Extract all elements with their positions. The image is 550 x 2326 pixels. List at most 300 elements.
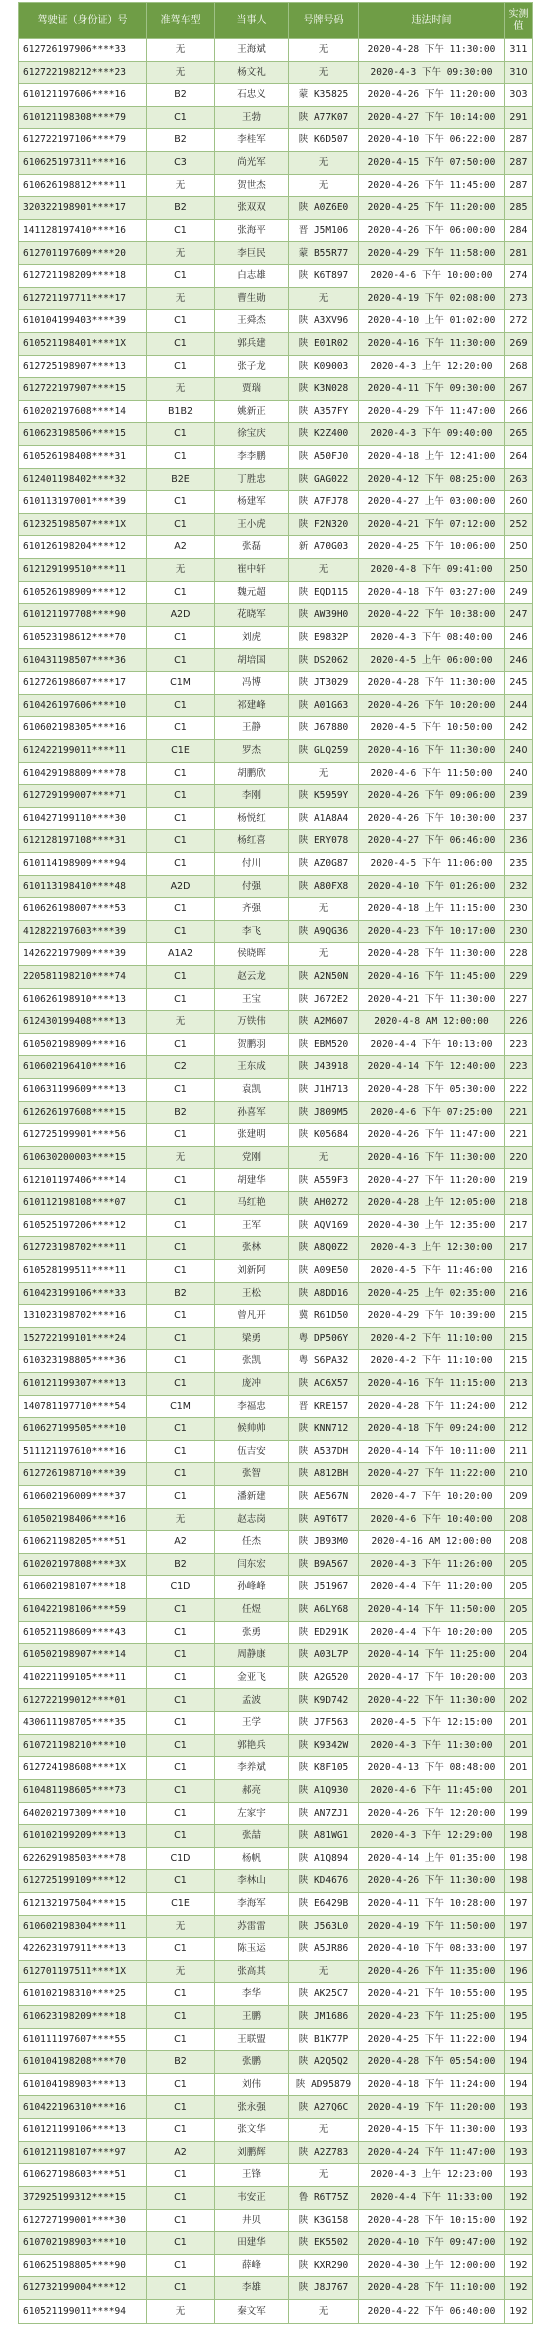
cell-measured-value: 197 bbox=[505, 1915, 533, 1938]
cell-measured-value: 193 bbox=[505, 2141, 533, 2164]
cell-license-type: C1 bbox=[147, 2164, 215, 2187]
table-row bbox=[19, 785, 533, 808]
cell-party-name: 张建明 bbox=[215, 1124, 289, 1147]
cell-license-type: C1 bbox=[147, 2119, 215, 2142]
cell-id-number: 610623198506****15 bbox=[19, 423, 147, 446]
cell-id-number: 430611198705****35 bbox=[19, 1712, 147, 1735]
cell-violation-time: 2020-4-12 下午 08:25:00 bbox=[359, 468, 505, 491]
cell-plate-number: 陕 K9342W bbox=[289, 1734, 359, 1757]
cell-party-name: 贺世杰 bbox=[215, 174, 289, 197]
cell-id-number: 610121198107****97 bbox=[19, 2141, 147, 2164]
cell-id-number: 610626198007****53 bbox=[19, 898, 147, 921]
cell-id-number: 610627199505****10 bbox=[19, 1418, 147, 1441]
cell-license-type: C1 bbox=[147, 1033, 215, 1056]
cell-violation-time: 2020-4-26 下午 10:20:00 bbox=[359, 694, 505, 717]
cell-party-name: 徐宝庆 bbox=[215, 423, 289, 446]
cell-violation-time: 2020-4-6 下午 11:50:00 bbox=[359, 762, 505, 785]
cell-measured-value: 237 bbox=[505, 807, 533, 830]
cell-violation-time: 2020-4-27 下午 10:14:00 bbox=[359, 106, 505, 129]
cell-party-name: 崔中轩 bbox=[215, 559, 289, 582]
cell-id-number: 220581198210****74 bbox=[19, 965, 147, 988]
cell-plate-number: 晋 KRE157 bbox=[289, 1395, 359, 1418]
cell-plate-number: 陕 A01G63 bbox=[289, 694, 359, 717]
cell-license-type: C1D bbox=[147, 1576, 215, 1599]
cell-license-type: C1 bbox=[147, 1825, 215, 1848]
cell-license-type: B1B2 bbox=[147, 400, 215, 423]
cell-id-number: 610702198903****10 bbox=[19, 2232, 147, 2255]
cell-violation-time: 2020-4-28 上午 12:05:00 bbox=[359, 1192, 505, 1215]
cell-plate-number: 陕 K09003 bbox=[289, 355, 359, 378]
cell-id-number: 610202197608****14 bbox=[19, 400, 147, 423]
table-row bbox=[19, 694, 533, 717]
table-row bbox=[19, 943, 533, 966]
cell-license-type: B2 bbox=[147, 2051, 215, 2074]
cell-violation-time: 2020-4-3 下午 11:26:00 bbox=[359, 1553, 505, 1576]
cell-id-number: 612732199004****12 bbox=[19, 2277, 147, 2300]
cell-violation-time: 2020-4-27 上午 03:00:00 bbox=[359, 491, 505, 514]
table-body bbox=[19, 39, 533, 2324]
table-row bbox=[19, 2186, 533, 2209]
table-row bbox=[19, 604, 533, 627]
table-row bbox=[19, 1847, 533, 1870]
cell-license-type: C1 bbox=[147, 1350, 215, 1373]
cell-measured-value: 285 bbox=[505, 197, 533, 220]
table-row bbox=[19, 1689, 533, 1712]
cell-party-name: 姚新正 bbox=[215, 400, 289, 423]
cell-party-name: 魏元超 bbox=[215, 581, 289, 604]
cell-measured-value: 217 bbox=[505, 1214, 533, 1237]
cell-id-number: 412822197603****39 bbox=[19, 920, 147, 943]
cell-party-name: 孙喜军 bbox=[215, 1101, 289, 1124]
cell-license-type: A2D bbox=[147, 875, 215, 898]
cell-plate-number: 陕 A559F3 bbox=[289, 1169, 359, 1192]
cell-violation-time: 2020-4-19 下午 11:20:00 bbox=[359, 2096, 505, 2119]
cell-plate-number: 无 bbox=[289, 152, 359, 175]
cell-party-name: 党刚 bbox=[215, 1146, 289, 1169]
table-row bbox=[19, 1486, 533, 1509]
cell-party-name: 祁建峰 bbox=[215, 694, 289, 717]
cell-id-number: 610113198410****48 bbox=[19, 875, 147, 898]
cell-id-number: 610102198310****25 bbox=[19, 1983, 147, 2006]
cell-license-type: 无 bbox=[147, 1146, 215, 1169]
cell-party-name: 花晓军 bbox=[215, 604, 289, 627]
cell-measured-value: 195 bbox=[505, 1983, 533, 2006]
cell-license-type: B2E bbox=[147, 468, 215, 491]
cell-party-name: 伍吉安 bbox=[215, 1440, 289, 1463]
cell-plate-number: 陕 A537DH bbox=[289, 1440, 359, 1463]
cell-license-type: C1 bbox=[147, 1079, 215, 1102]
table-row bbox=[19, 287, 533, 310]
cell-id-number: 610121199106****13 bbox=[19, 2119, 147, 2142]
cell-measured-value: 198 bbox=[505, 1870, 533, 1893]
cell-plate-number: 无 bbox=[289, 898, 359, 921]
table-header bbox=[19, 3, 533, 39]
cell-party-name: 张喆 bbox=[215, 1825, 289, 1848]
cell-plate-number: 无 bbox=[289, 559, 359, 582]
cell-party-name: 李林山 bbox=[215, 1870, 289, 1893]
cell-plate-number: 陕 J563L0 bbox=[289, 1915, 359, 1938]
cell-violation-time: 2020-4-30 上午 12:00:00 bbox=[359, 2254, 505, 2277]
cell-measured-value: 268 bbox=[505, 355, 533, 378]
cell-party-name: 井贝 bbox=[215, 2209, 289, 2232]
cell-plate-number: 陕 J1H713 bbox=[289, 1079, 359, 1102]
cell-measured-value: 201 bbox=[505, 1712, 533, 1735]
cell-violation-time: 2020-4-2 下午 11:10:00 bbox=[359, 1327, 505, 1350]
table-row bbox=[19, 61, 533, 84]
cell-license-type: C1 bbox=[147, 785, 215, 808]
cell-plate-number: 陕 A2N50N bbox=[289, 965, 359, 988]
cell-license-type: C1 bbox=[147, 2254, 215, 2277]
cell-id-number: 612401198402****32 bbox=[19, 468, 147, 491]
table-row bbox=[19, 1892, 533, 1915]
cell-violation-time: 2020-4-28 下午 11:30:00 bbox=[359, 943, 505, 966]
cell-violation-time: 2020-4-14 下午 10:11:00 bbox=[359, 1440, 505, 1463]
cell-violation-time: 2020-4-10 上午 01:02:00 bbox=[359, 310, 505, 333]
cell-violation-time: 2020-4-27 下午 11:22:00 bbox=[359, 1463, 505, 1486]
cell-violation-time: 2020-4-22 下午 11:30:00 bbox=[359, 1689, 505, 1712]
cell-license-type: 无 bbox=[147, 1960, 215, 1983]
cell-violation-time: 2020-4-8 AM 12:00:00 bbox=[359, 1011, 505, 1034]
cell-id-number: 610602198304****11 bbox=[19, 1915, 147, 1938]
cell-violation-time: 2020-4-11 下午 10:28:00 bbox=[359, 1892, 505, 1915]
cell-id-number: 610422196310****16 bbox=[19, 2096, 147, 2119]
cell-plate-number: 陕 JB93M0 bbox=[289, 1531, 359, 1554]
cell-violation-time: 2020-4-28 下午 11:24:00 bbox=[359, 1395, 505, 1418]
cell-license-type: B2 bbox=[147, 84, 215, 107]
cell-measured-value: 215 bbox=[505, 1350, 533, 1373]
cell-plate-number: 陕 A1Q894 bbox=[289, 1847, 359, 1870]
table-row bbox=[19, 1214, 533, 1237]
cell-plate-number: 陕 AD95879 bbox=[289, 2073, 359, 2096]
cell-measured-value: 197 bbox=[505, 1938, 533, 1961]
header-party-name: 当事人 bbox=[215, 3, 289, 39]
table-row bbox=[19, 513, 533, 536]
cell-violation-time: 2020-4-3 上午 12:30:00 bbox=[359, 1237, 505, 1260]
cell-plate-number: 陕 A8Q0Z2 bbox=[289, 1237, 359, 1260]
cell-measured-value: 213 bbox=[505, 1372, 533, 1395]
table-row bbox=[19, 355, 533, 378]
cell-violation-time: 2020-4-28 下午 11:10:00 bbox=[359, 2277, 505, 2300]
table-row bbox=[19, 1576, 533, 1599]
table-row bbox=[19, 1666, 533, 1689]
cell-measured-value: 226 bbox=[505, 1011, 533, 1034]
cell-plate-number: 陕 KD4676 bbox=[289, 1870, 359, 1893]
cell-id-number: 141128197410****16 bbox=[19, 219, 147, 242]
cell-plate-number: 陕 AZ0G87 bbox=[289, 852, 359, 875]
cell-plate-number: 陕 EBM520 bbox=[289, 1033, 359, 1056]
cell-plate-number: 无 bbox=[289, 1960, 359, 1983]
cell-plate-number: 无 bbox=[289, 943, 359, 966]
cell-party-name: 张文华 bbox=[215, 2119, 289, 2142]
cell-plate-number: 冀 R61D50 bbox=[289, 1305, 359, 1328]
cell-plate-number: 陕 J672E2 bbox=[289, 988, 359, 1011]
cell-violation-time: 2020-4-10 下午 01:26:00 bbox=[359, 875, 505, 898]
cell-license-type: C1 bbox=[147, 1192, 215, 1215]
table-row bbox=[19, 1033, 533, 1056]
cell-measured-value: 193 bbox=[505, 2119, 533, 2142]
cell-measured-value: 229 bbox=[505, 965, 533, 988]
cell-license-type: A2 bbox=[147, 2141, 215, 2164]
cell-measured-value: 269 bbox=[505, 332, 533, 355]
table-row bbox=[19, 1327, 533, 1350]
cell-license-type: C1D bbox=[147, 1847, 215, 1870]
cell-id-number: 610523198612****70 bbox=[19, 626, 147, 649]
cell-measured-value: 291 bbox=[505, 106, 533, 129]
cell-plate-number: 陕 A77K07 bbox=[289, 106, 359, 129]
cell-party-name: 王军 bbox=[215, 1214, 289, 1237]
table-row bbox=[19, 1960, 533, 1983]
cell-measured-value: 197 bbox=[505, 1892, 533, 1915]
cell-license-type: C1 bbox=[147, 1372, 215, 1395]
cell-party-name: 王勃 bbox=[215, 106, 289, 129]
cell-plate-number: 陕 A81WG1 bbox=[289, 1825, 359, 1848]
table-row bbox=[19, 2209, 533, 2232]
cell-violation-time: 2020-4-7 下午 10:20:00 bbox=[359, 1486, 505, 1509]
cell-id-number: 610427199110****30 bbox=[19, 807, 147, 830]
cell-violation-time: 2020-4-16 下午 11:15:00 bbox=[359, 1372, 505, 1395]
cell-violation-time: 2020-4-18 上午 11:15:00 bbox=[359, 898, 505, 921]
table-row bbox=[19, 332, 533, 355]
cell-measured-value: 218 bbox=[505, 1192, 533, 1215]
cell-party-name: 苏雷雷 bbox=[215, 1915, 289, 1938]
cell-measured-value: 266 bbox=[505, 400, 533, 423]
cell-id-number: 610426197606****10 bbox=[19, 694, 147, 717]
cell-license-type: 无 bbox=[147, 61, 215, 84]
cell-party-name: 任杰 bbox=[215, 1531, 289, 1554]
cell-license-type: C1E bbox=[147, 739, 215, 762]
cell-violation-time: 2020-4-18 上午 12:41:00 bbox=[359, 445, 505, 468]
cell-violation-time: 2020-4-3 下午 11:30:00 bbox=[359, 1734, 505, 1757]
cell-violation-time: 2020-4-15 下午 07:50:00 bbox=[359, 152, 505, 175]
cell-measured-value: 265 bbox=[505, 423, 533, 446]
cell-id-number: 612722199012****01 bbox=[19, 1689, 147, 1712]
cell-id-number: 610423199106****33 bbox=[19, 1282, 147, 1305]
cell-id-number: 612430199408****13 bbox=[19, 1011, 147, 1034]
cell-violation-time: 2020-4-4 下午 11:33:00 bbox=[359, 2186, 505, 2209]
cell-violation-time: 2020-4-26 下午 11:35:00 bbox=[359, 1960, 505, 1983]
cell-id-number: 610623198209****18 bbox=[19, 2006, 147, 2029]
cell-id-number: 612722198212****23 bbox=[19, 61, 147, 84]
cell-license-type: A2 bbox=[147, 1531, 215, 1554]
cell-plate-number: 陕 K6T897 bbox=[289, 265, 359, 288]
cell-violation-time: 2020-4-23 下午 10:17:00 bbox=[359, 920, 505, 943]
table-row bbox=[19, 2006, 533, 2029]
cell-measured-value: 228 bbox=[505, 943, 533, 966]
table-row bbox=[19, 1825, 533, 1848]
cell-id-number: 612723198702****11 bbox=[19, 1237, 147, 1260]
cell-id-number: 612701197609****20 bbox=[19, 242, 147, 265]
cell-measured-value: 212 bbox=[505, 1418, 533, 1441]
cell-party-name: 杨帆 bbox=[215, 1847, 289, 1870]
cell-measured-value: 246 bbox=[505, 626, 533, 649]
cell-measured-value: 274 bbox=[505, 265, 533, 288]
cell-violation-time: 2020-4-14 下午 12:40:00 bbox=[359, 1056, 505, 1079]
table-row bbox=[19, 1802, 533, 1825]
cell-id-number: 612325198507****1X bbox=[19, 513, 147, 536]
table-row bbox=[19, 152, 533, 175]
cell-id-number: 610102199209****13 bbox=[19, 1825, 147, 1848]
table-row bbox=[19, 988, 533, 1011]
cell-measured-value: 250 bbox=[505, 559, 533, 582]
cell-license-type: B2 bbox=[147, 1282, 215, 1305]
table-row bbox=[19, 1395, 533, 1418]
table-row bbox=[19, 2277, 533, 2300]
cell-measured-value: 205 bbox=[505, 1553, 533, 1576]
cell-violation-time: 2020-4-25 下午 10:06:00 bbox=[359, 536, 505, 559]
table-row bbox=[19, 174, 533, 197]
table-row bbox=[19, 717, 533, 740]
cell-license-type: C1 bbox=[147, 355, 215, 378]
cell-measured-value: 210 bbox=[505, 1463, 533, 1486]
cell-party-name: 潘新建 bbox=[215, 1486, 289, 1509]
table-row bbox=[19, 2073, 533, 2096]
cell-party-name: 曹生勋 bbox=[215, 287, 289, 310]
cell-violation-time: 2020-4-14 上午 01:35:00 bbox=[359, 1847, 505, 1870]
table-row bbox=[19, 378, 533, 401]
cell-measured-value: 281 bbox=[505, 242, 533, 265]
cell-plate-number: 陕 A03L7P bbox=[289, 1644, 359, 1667]
cell-violation-time: 2020-4-16 AM 12:00:00 bbox=[359, 1531, 505, 1554]
cell-measured-value: 221 bbox=[505, 1101, 533, 1124]
cell-plate-number: 陕 E9832P bbox=[289, 626, 359, 649]
cell-measured-value: 242 bbox=[505, 717, 533, 740]
cell-violation-time: 2020-4-16 下午 11:30:00 bbox=[359, 739, 505, 762]
table-row bbox=[19, 2232, 533, 2255]
cell-party-name: 王宝 bbox=[215, 988, 289, 1011]
cell-party-name: 陈玉运 bbox=[215, 1938, 289, 1961]
cell-party-name: 张林 bbox=[215, 1237, 289, 1260]
cell-id-number: 610121197606****16 bbox=[19, 84, 147, 107]
cell-party-name: 张双双 bbox=[215, 197, 289, 220]
cell-violation-time: 2020-4-25 下午 11:20:00 bbox=[359, 197, 505, 220]
cell-measured-value: 219 bbox=[505, 1169, 533, 1192]
cell-plate-number: 陕 GAG022 bbox=[289, 468, 359, 491]
cell-id-number: 610481198605****73 bbox=[19, 1779, 147, 1802]
cell-license-type: C1 bbox=[147, 1644, 215, 1667]
cell-plate-number: 陕 J67880 bbox=[289, 717, 359, 740]
cell-plate-number: 无 bbox=[289, 762, 359, 785]
cell-party-name: 孟波 bbox=[215, 1689, 289, 1712]
table-row bbox=[19, 920, 533, 943]
cell-party-name: 李桂军 bbox=[215, 129, 289, 152]
cell-license-type: 无 bbox=[147, 242, 215, 265]
cell-plate-number: 陕 A50FJ0 bbox=[289, 445, 359, 468]
cell-measured-value: 201 bbox=[505, 1757, 533, 1780]
cell-plate-number: 陕 K8F105 bbox=[289, 1757, 359, 1780]
cell-party-name: 秦文军 bbox=[215, 2299, 289, 2323]
cell-license-type: C1 bbox=[147, 1124, 215, 1147]
table-row bbox=[19, 491, 533, 514]
header-violation-time: 违法时间 bbox=[359, 3, 505, 39]
table-row bbox=[19, 1056, 533, 1079]
cell-violation-time: 2020-4-4 下午 11:20:00 bbox=[359, 1576, 505, 1599]
cell-license-type: C1 bbox=[147, 1870, 215, 1893]
cell-party-name: 孙峰峰 bbox=[215, 1576, 289, 1599]
cell-id-number: 612729199007****71 bbox=[19, 785, 147, 808]
cell-measured-value: 236 bbox=[505, 830, 533, 853]
table-row bbox=[19, 1124, 533, 1147]
cell-id-number: 612727199001****30 bbox=[19, 2209, 147, 2232]
cell-violation-time: 2020-4-5 上午 06:00:00 bbox=[359, 649, 505, 672]
table-row bbox=[19, 875, 533, 898]
table-row bbox=[19, 965, 533, 988]
table-row bbox=[19, 1350, 533, 1373]
cell-party-name: 赵志岗 bbox=[215, 1508, 289, 1531]
cell-license-type: C1 bbox=[147, 1599, 215, 1622]
cell-id-number: 610104198208****70 bbox=[19, 2051, 147, 2074]
cell-id-number: 610502198909****16 bbox=[19, 1033, 147, 1056]
cell-measured-value: 205 bbox=[505, 1599, 533, 1622]
cell-license-type: C1 bbox=[147, 1779, 215, 1802]
cell-license-type: C1 bbox=[147, 1802, 215, 1825]
cell-plate-number: 陕 AN7ZJ1 bbox=[289, 1802, 359, 1825]
cell-id-number: 610112198108****07 bbox=[19, 1192, 147, 1215]
cell-measured-value: 230 bbox=[505, 898, 533, 921]
table-row bbox=[19, 219, 533, 242]
cell-plate-number: 陕 A6LY68 bbox=[289, 1599, 359, 1622]
cell-plate-number: 陕 E6429B bbox=[289, 1892, 359, 1915]
cell-measured-value: 194 bbox=[505, 2073, 533, 2096]
cell-plate-number: 陕 JT3029 bbox=[289, 672, 359, 695]
cell-party-name: 付强 bbox=[215, 875, 289, 898]
cell-party-name: 冯博 bbox=[215, 672, 289, 695]
cell-party-name: 李巨民 bbox=[215, 242, 289, 265]
cell-plate-number: 陕 A7FJ78 bbox=[289, 491, 359, 514]
table-row bbox=[19, 468, 533, 491]
cell-license-type: 无 bbox=[147, 1011, 215, 1034]
cell-license-type: 无 bbox=[147, 378, 215, 401]
cell-violation-time: 2020-4-26 下午 10:30:00 bbox=[359, 807, 505, 830]
cell-measured-value: 217 bbox=[505, 1237, 533, 1260]
cell-id-number: 612701197511****1X bbox=[19, 1960, 147, 1983]
table-row bbox=[19, 536, 533, 559]
cell-license-type: C3 bbox=[147, 152, 215, 175]
cell-measured-value: 194 bbox=[505, 2028, 533, 2051]
table-row bbox=[19, 672, 533, 695]
cell-violation-time: 2020-4-29 下午 11:47:00 bbox=[359, 400, 505, 423]
table-row bbox=[19, 106, 533, 129]
cell-violation-time: 2020-4-2 下午 11:10:00 bbox=[359, 1350, 505, 1373]
cell-license-type: C1 bbox=[147, 807, 215, 830]
cell-license-type: C1 bbox=[147, 1418, 215, 1441]
cell-measured-value: 208 bbox=[505, 1508, 533, 1531]
cell-party-name: 刘鹏辉 bbox=[215, 2141, 289, 2164]
cell-party-name: 金亚飞 bbox=[215, 1666, 289, 1689]
cell-measured-value: 264 bbox=[505, 445, 533, 468]
header-license-type: 准驾车型 bbox=[147, 3, 215, 39]
cell-measured-value: 240 bbox=[505, 739, 533, 762]
cell-id-number: 142622197909****39 bbox=[19, 943, 147, 966]
cell-license-type: C1 bbox=[147, 1621, 215, 1644]
cell-id-number: 511121197610****16 bbox=[19, 1440, 147, 1463]
cell-license-type: C1 bbox=[147, 2006, 215, 2029]
cell-id-number: 612724198608****1X bbox=[19, 1757, 147, 1780]
cell-party-name: 王锋 bbox=[215, 2164, 289, 2187]
cell-id-number: 610429198809****78 bbox=[19, 762, 147, 785]
cell-plate-number: 无 bbox=[289, 2299, 359, 2323]
cell-measured-value: 247 bbox=[505, 604, 533, 627]
cell-id-number: 610104198903****13 bbox=[19, 2073, 147, 2096]
cell-plate-number: 陕 AW39H0 bbox=[289, 604, 359, 627]
cell-id-number: 610625197311****16 bbox=[19, 152, 147, 175]
cell-plate-number: 陕 A0Z6E0 bbox=[289, 197, 359, 220]
cell-party-name: 张磊 bbox=[215, 536, 289, 559]
cell-license-type: C1M bbox=[147, 1395, 215, 1418]
cell-measured-value: 209 bbox=[505, 1486, 533, 1509]
cell-plate-number: 蒙 B55R77 bbox=[289, 242, 359, 265]
cell-violation-time: 2020-4-26 下午 06:00:00 bbox=[359, 219, 505, 242]
cell-license-type: C1 bbox=[147, 694, 215, 717]
